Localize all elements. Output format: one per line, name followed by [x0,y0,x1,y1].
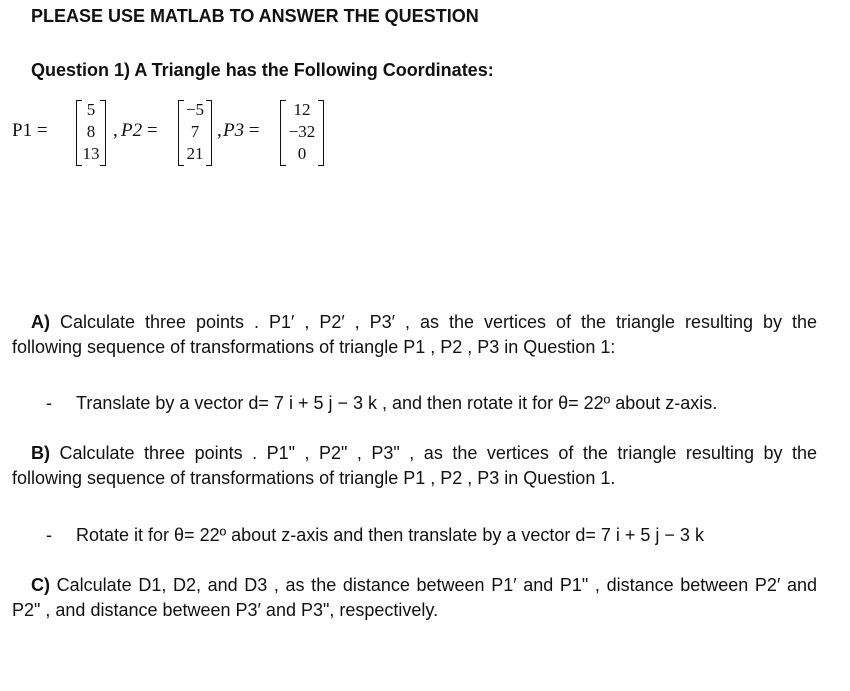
part-b-label: B) [31,443,50,463]
part-b-line2: following sequence of transformations of triangle P1 , P2 , P3 in Question 1. [12,468,616,488]
p2-z: 21 [186,144,204,163]
p3-z: 0 [297,144,307,163]
bullet-dash-b: - [46,525,52,545]
p3-y: −32 [288,122,316,141]
part-a-line2: following sequence of transformations of triangle P1 , P2 , P3 in Question 1: [12,337,616,357]
part-a-label: A) [31,312,50,332]
p2-x: −5 [185,100,205,119]
part-a-line1 [31,312,817,333]
p1-label: P1 = [12,120,48,141]
p3-matrix [280,100,324,164]
p2-y: 7 [190,122,200,141]
p1-matrix [76,100,106,164]
p1-z: 13 [82,144,100,163]
part-a-text1: Calculate three points . P1′ , P2′ , P3′ , as the vertices of the triangle resulting by the [59,312,817,332]
bullet-dash-a: - [46,393,52,413]
part-b-bullet: Rotate it for θ= 22º about z-axis and then translate by a vector d= 7 i + 5 j − 3 k [76,525,704,545]
p2-matrix [178,100,212,164]
part-a-bullet: Translate by a vector d= 7 i + 5 j − 3 k , and then rotate it for θ= 22º about z-axis. [76,393,718,413]
part-c-line2: P2" , and distance between P3′ and P3", respectively. [12,600,439,620]
part-b-line1 [31,443,817,464]
part-c-line1 [31,575,817,596]
part-b-text1: Calculate three points . P1" , P2" , P3" , as the vertices of the triangle resulting by the [59,443,817,463]
part-c-label: C) [31,575,50,595]
p3-label: P3 = [223,120,260,141]
part-c-text1: Calculate D1, D2, and D3 , as the distance between P1′ and P1" , distance between P2′ and [56,575,817,595]
p1-x: 5 [86,100,96,119]
question-title: Question 1) A Triangle has the Following Coordinates: [31,60,494,80]
p3-x: 12 [293,100,311,119]
p1-y: 8 [86,122,96,141]
page-header: PLEASE USE MATLAB TO ANSWER THE QUESTION [31,6,479,26]
p2-label: P2 = [121,120,158,141]
